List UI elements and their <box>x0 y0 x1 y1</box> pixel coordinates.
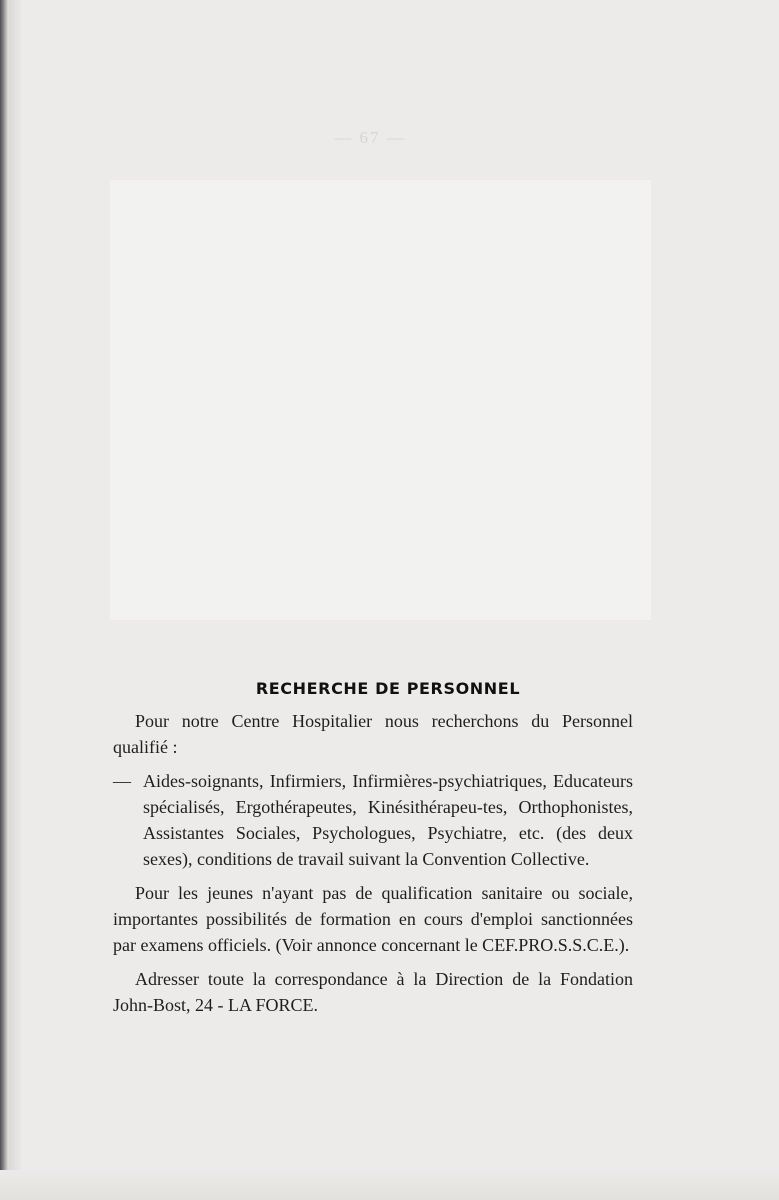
bullet-dash: — <box>113 771 131 791</box>
contact-paragraph: Adresser toute la correspondance à la Direction de la Fondation John-Bost, 24 - LA FORCE. <box>113 969 633 1015</box>
positions-text: Aides-soignants, Infirmiers, Infirmières-psychiatriques, Educateurs spécialisés, Ergothérapeutes, Kinésithérapeu-tes, Orthophonistes, Assistantes Sociales, Psychologues, Psychiatre, etc. (des deux sexes), conditions de travail suivant la Convention Collective. <box>143 771 633 869</box>
page-gutter <box>9 0 23 1200</box>
page-bottom-edge <box>0 1170 779 1200</box>
positions-list-item <box>113 768 633 872</box>
blank-image-area <box>110 180 651 620</box>
page-number: — 67 — <box>334 128 406 147</box>
intro-paragraph: Pour notre Centre Hospitalier nous recherchons du Personnel qualifié : <box>113 711 633 757</box>
training-paragraph: Pour les jeunes n'ayant pas de qualification sanitaire ou sociale, importantes possibilités de formation en cours d'emploi sanctionnées par examens officiels. (Voir annonce concernant le CEF.PRO.S.S.C.E.). <box>113 883 633 955</box>
job-posting <box>113 676 633 1026</box>
page-title: RECHERCHE DE PERSONNEL <box>255 679 521 698</box>
book-binding-shadow <box>0 0 9 1200</box>
